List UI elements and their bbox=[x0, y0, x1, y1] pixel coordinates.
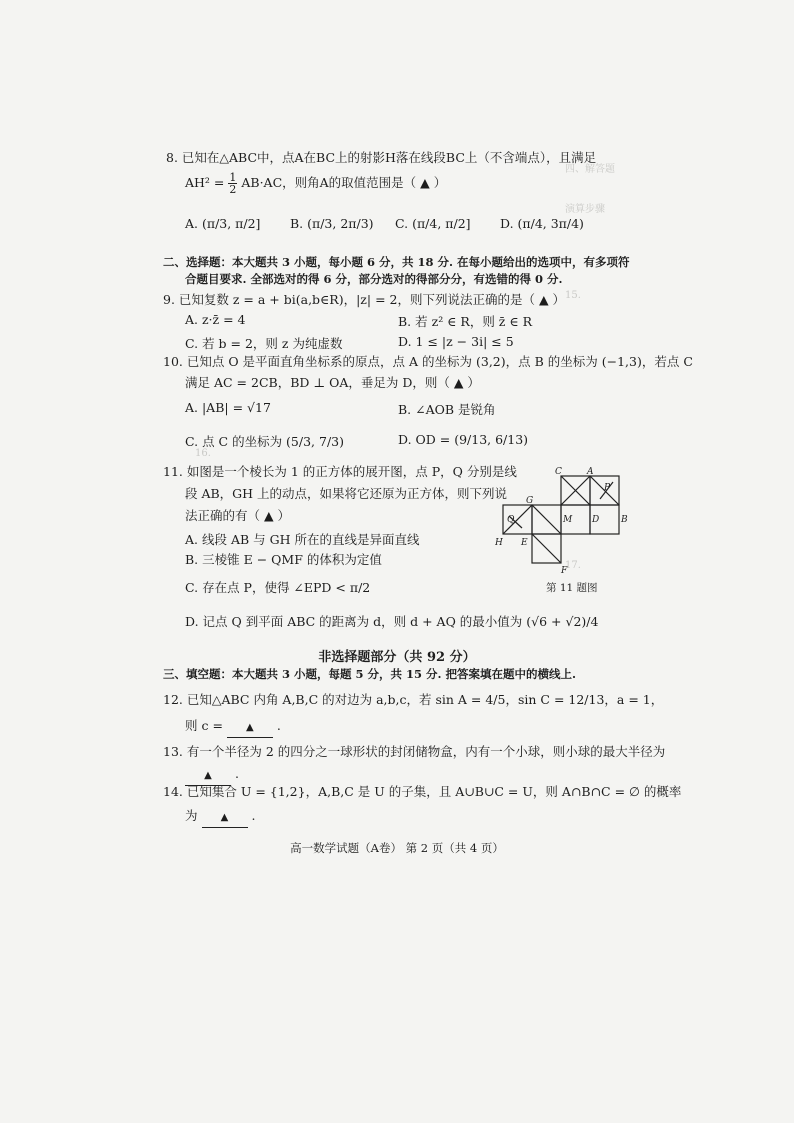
q10-option-d[interactable]: D. OD = (9/13, 6/13) bbox=[398, 432, 529, 447]
q10-option-a[interactable]: A. |AB| = √17 bbox=[185, 400, 271, 415]
answer-blank[interactable]: ▲ bbox=[185, 764, 231, 786]
cube-net-figure bbox=[495, 466, 635, 578]
section3-heading: 三、填空题：本大题共 3 小题，每题 5 分，共 15 分. 把答案填在题中的横线上. bbox=[163, 667, 577, 681]
figure-caption: 第 11 题图 bbox=[546, 582, 598, 594]
label-a: A bbox=[587, 467, 594, 477]
q12-stem-line1: 12. 已知△ABC 内角 A,B,C 的对边为 a,b,c，若 sin A = 4/5，sin C = 12/13，a = 1， bbox=[163, 692, 664, 707]
q10-option-c[interactable]: C. 点 C 的坐标为 (5/3, 7/3) bbox=[185, 434, 344, 449]
q14-stem-line2: 为 ▲ . bbox=[185, 806, 255, 828]
label-f: F bbox=[561, 566, 568, 576]
q11-stem-line2: 段 AB，GH 上的动点，如果将它还原为正方体，则下列说 bbox=[185, 486, 508, 501]
label-c: C bbox=[555, 467, 562, 477]
q8-option-c[interactable]: C. (π/4, π/2] bbox=[395, 216, 471, 231]
label-g: G bbox=[526, 496, 534, 506]
label-h: H bbox=[495, 538, 503, 548]
q11-stem-line3: 法正确的有（ ▲ ） bbox=[185, 508, 291, 523]
section2-heading-line1: 二、选择题：本大题共 3 小题，每小题 6 分，共 18 分. 在每小题给出的选项中，有多项符 bbox=[163, 255, 630, 269]
q8-option-b[interactable]: B. (π/3, 2π/3) bbox=[290, 216, 374, 231]
q12-stem-line2: 则 c = ▲ . bbox=[185, 716, 281, 738]
q9-option-a[interactable]: A. z·z̄ = 4 bbox=[185, 312, 246, 327]
q8-option-d[interactable]: D. (π/4, 3π/4) bbox=[500, 216, 584, 231]
part-title: 非选择题部分（共 92 分） bbox=[318, 650, 476, 665]
fraction: $\frac{1}{2}$ bbox=[229, 171, 237, 196]
q8-stem-line2: AH² = $\frac{1}{2}$ AB·AC，则角A的取值范围是（ ▲ ） bbox=[185, 171, 447, 196]
q9-stem: 9. 已知复数 z = a + bi(a,b∈R)，|z| = 2，则下列说法正确的是（ ▲ ） bbox=[163, 292, 566, 307]
q11-option-b[interactable]: B. 三棱锥 E − QMF 的体积为定值 bbox=[185, 552, 382, 567]
q11-option-c[interactable]: C. 存在点 P，使得 ∠EPD < π/2 bbox=[185, 580, 371, 595]
q11-option-a[interactable]: A. 线段 AB 与 GH 所在的直线是异面直线 bbox=[185, 532, 420, 547]
q13-stem-line2: ▲ . bbox=[185, 764, 239, 786]
q14-stem-line1: 14. 已知集合 U = {1,2}，A,B,C 是 U 的子集，且 A∪B∪C = U，则 A∩B∩C = ∅ 的概率 bbox=[163, 784, 682, 799]
q13-stem-line1: 13. 有一个半径为 2 的四分之一球形状的封闭储物盒，内有一个小球，则小球的最大半径为 bbox=[163, 744, 666, 759]
label-b: B bbox=[621, 515, 628, 525]
ghost-text: 15. bbox=[565, 290, 581, 301]
label-p: P bbox=[604, 483, 611, 493]
label-q: Q bbox=[507, 515, 515, 525]
q8-option-a[interactable]: A. (π/3, π/2] bbox=[185, 216, 261, 231]
net-diagonal bbox=[532, 534, 561, 563]
q11-option-d[interactable]: D. 记点 Q 到平面 ABC 的距离为 d，则 d + AQ 的最小值为 (√6 + √2)/4 bbox=[185, 614, 599, 629]
answer-blank[interactable]: ▲ bbox=[202, 806, 248, 828]
q9-option-c[interactable]: C. 若 b = 2，则 z 为纯虚数 bbox=[185, 336, 343, 351]
section2-heading-line2: 合题目要求. 全部选对的得 6 分，部分选对的得部分分，有选错的得 0 分. bbox=[185, 272, 563, 286]
q9-option-d[interactable]: D. 1 ≤ |z − 3i| ≤ 5 bbox=[398, 334, 514, 349]
answer-blank[interactable]: ▲ bbox=[227, 716, 273, 738]
q10-stem-line2: 满足 AC = 2CB，BD ⊥ OA，垂足为 D，则（ ▲ ） bbox=[185, 375, 480, 390]
ghost-text: 17. bbox=[565, 560, 581, 571]
label-e: E bbox=[521, 538, 528, 548]
q10-option-b[interactable]: B. ∠AOB 是锐角 bbox=[398, 402, 496, 417]
q8-stem-line1: 8. 已知在△ABC中，点A在BC上的射影H落在线段BC上（不含端点），且满足 bbox=[166, 150, 597, 165]
net-diagonal bbox=[532, 505, 561, 534]
ghost-text: 四、解答题 bbox=[565, 164, 615, 175]
label-d: D bbox=[592, 515, 600, 525]
ghost-text: 16. bbox=[195, 448, 211, 459]
label-m: M bbox=[563, 515, 573, 525]
q10-stem-line1: 10. 已知点 O 是平面直角坐标系的原点，点 A 的坐标为 (3,2)，点 B 的坐标为 (−1,3)，若点 C bbox=[163, 354, 693, 369]
q11-stem-line1: 11. 如图是一个棱长为 1 的正方体的展开图，点 P，Q 分别是线 bbox=[163, 464, 517, 479]
ghost-text: 演算步骤 bbox=[565, 204, 605, 215]
q9-option-b[interactable]: B. 若 z² ∈ R，则 z̄ ∈ R bbox=[398, 314, 532, 329]
page-footer: 高一数学试题（A卷） 第 2 页（共 4 页） bbox=[290, 841, 504, 855]
